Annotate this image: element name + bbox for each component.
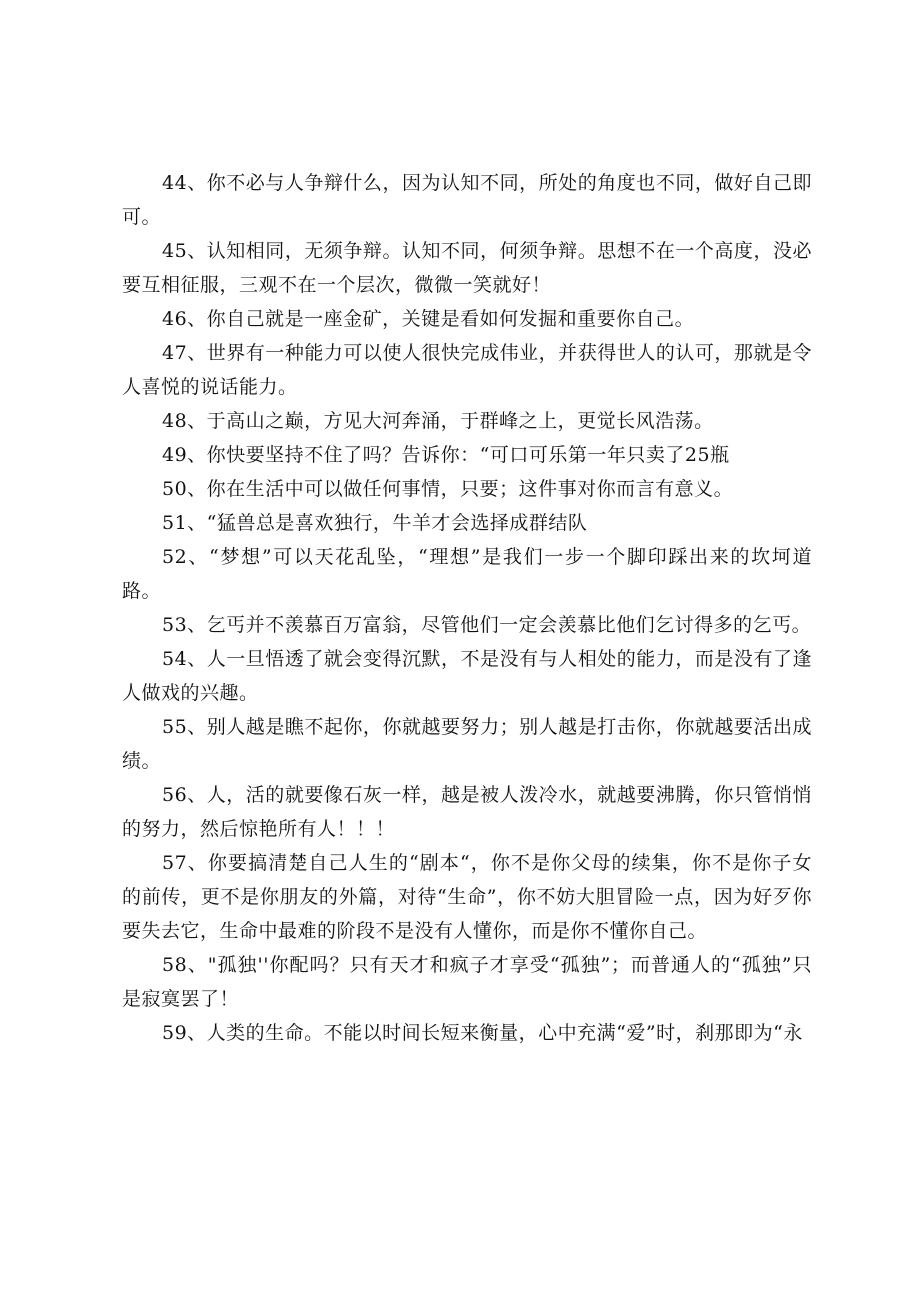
- quote-55: 55、别人越是瞧不起你，你就越要努力；别人越是打击你，你就越要活出成绩。: [122, 716, 812, 772]
- quote-56: 56、人，活的就要像石灰一样，越是被人泼冷水，就越要沸腾，你只管悄悄的努力，然后惊艳所有人！！！: [122, 784, 812, 840]
- quote-list: [122, 166, 812, 1050]
- quote-54: 54、人一旦悟透了就会变得沉默，不是没有与人相处的能力，而是没有了逢人做戏的兴趣。: [122, 648, 812, 704]
- quote-58: 58、"孤独''你配吗？只有天才和疯子才享受“孤独”；而普通人的“孤独”只是寂寞罢了！: [122, 954, 812, 1010]
- quote-47: 47、世界有一种能力可以使人很快完成伟业，并获得世人的认可，那就是令人喜悦的说话能力。: [122, 342, 812, 398]
- quote-44: 44、你不必与人争辩什么，因为认知不同，所处的角度也不同，做好自己即可。: [122, 172, 812, 228]
- quote-53: 53、乞丐并不羡慕百万富翁，尽管他们一定会羡慕比他们乞讨得多的乞丐。: [162, 614, 812, 636]
- quote-48: 48、于高山之巅，方见大河奔涌，于群峰之上，更觉长风浩荡。: [162, 410, 714, 432]
- quote-57: 57、你要搞清楚自己人生的“剧本“，你不是你父母的续集，你不是你子女的前传，更不是你朋友的外篇，对待“生命”，你不妨大胆冒险一点，因为好歹你要失去它，生命中最难的阶段不是没有人懂你，而是你不懂你自己。: [122, 852, 812, 942]
- quote-46: 46、你自己就是一座金矿，关键是看如何发掘和重要你自己。: [162, 308, 695, 330]
- quote-49: 49、你快要坚持不住了吗？告诉你：“可口可乐第一年只卖了25瓶: [162, 444, 730, 466]
- quote-50: 50、你在生活中可以做任何事情，只要；这件事对你而言有意义。: [162, 478, 734, 500]
- quote-52: 52、“梦想”可以天花乱坠，“理想”是我们一步一个脚印踩出来的坎坷道路。: [122, 546, 812, 602]
- quote-45: 45、认知相同，无须争辩。认知不同，何须争辩。思想不在一个高度，没必要互相征服，三观不在一个层次，微微一笑就好！: [122, 240, 812, 296]
- quote-51: 51、“猛兽总是喜欢独行，牛羊才会选择成群结队: [162, 512, 588, 534]
- quote-59: 59、人类的生命。不能以时间长短来衡量，心中充满“爱”时，刹那即为“永: [162, 1022, 803, 1044]
